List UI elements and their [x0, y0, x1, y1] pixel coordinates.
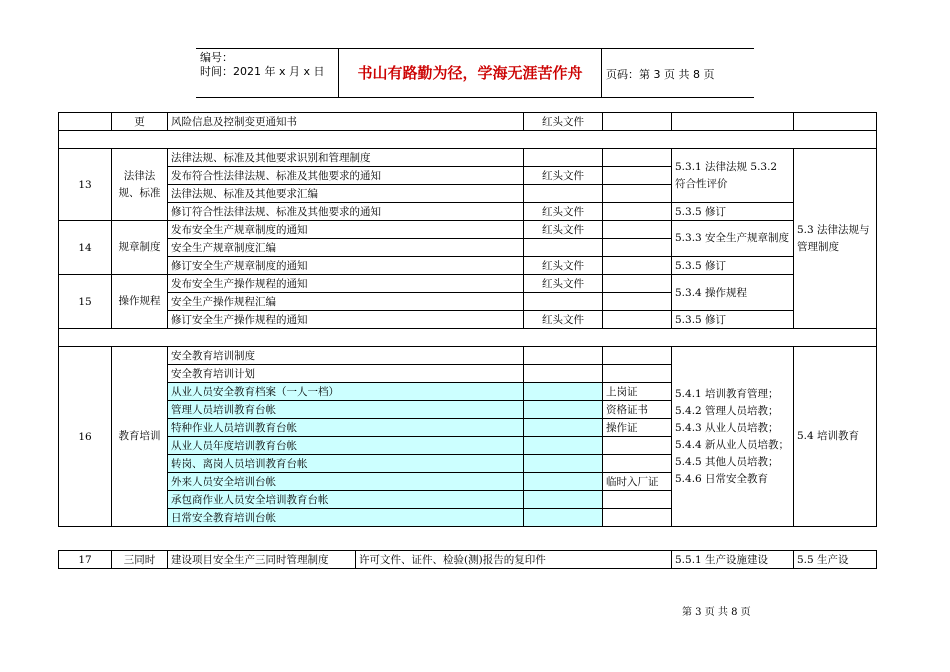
cert-cell	[603, 365, 672, 383]
clause-cell: 5.4.1 培训教育管理；5.4.2 管理人员培教；5.4.3 从业人员培教；5.4.4 新从业人员培教；5.4.5 其他人员培教；5.4.6 日常安全教育	[672, 347, 794, 527]
row-number: 17	[59, 551, 112, 569]
category-cell: 教育培训	[112, 347, 168, 527]
item-cell: 转岗、离岗人员培训教育台帐	[168, 455, 524, 473]
table-row	[59, 311, 877, 329]
doc-cell: 红头文件	[524, 311, 603, 329]
doc-cell: 许可文件、证件、检验(测)报告的复印件	[356, 551, 672, 569]
records-table-17	[58, 550, 877, 569]
table-row	[59, 221, 877, 239]
page-header	[196, 48, 754, 98]
blank-row	[59, 131, 877, 149]
item-cell: 修订安全生产规章制度的通知	[168, 257, 524, 275]
item-cell: 修订符合性法律法规、标准及其他要求的通知	[168, 203, 524, 221]
table-row	[59, 257, 877, 275]
category-cell: 操作规程	[112, 275, 168, 329]
page-code: 页码：第 3 页 共 8 页	[606, 68, 715, 81]
doc-cell: 红头文件	[524, 221, 603, 239]
doc-cell: 红头文件	[524, 113, 603, 131]
number-label: 编号：	[200, 51, 233, 64]
doc-cell: 红头文件	[524, 257, 603, 275]
page-footer: 第 3 页 共 8 页	[682, 607, 751, 618]
cert-cell: 操作证	[603, 419, 672, 437]
doc-cell	[524, 239, 603, 257]
row-number: 14	[59, 221, 112, 275]
doc-cell	[524, 185, 603, 203]
doc-cell	[524, 293, 603, 311]
row-number: 13	[59, 149, 112, 221]
item-cell: 日常安全教育培训台帐	[168, 509, 524, 527]
item-cell: 建设项目安全生产三同时管理制度	[168, 551, 356, 569]
clause-cell: 5.3.3 安全生产规章制度	[672, 221, 794, 257]
clause-cell: 5.3.1 法律法规 5.3.2 符合性评价	[672, 149, 794, 203]
cert-cell: 临时入厂证	[603, 473, 672, 491]
cert-cell: 上岗证	[603, 383, 672, 401]
table-row	[59, 275, 877, 293]
doc-cell: 红头文件	[524, 167, 603, 185]
cert-cell	[603, 491, 672, 509]
item-cell: 发布安全生产操作规程的通知	[168, 275, 524, 293]
item-cell: 法律法规、标准及其他要求汇编	[168, 185, 524, 203]
category-cell: 更	[112, 113, 168, 131]
table-row	[59, 149, 877, 167]
clause-cell: 5.3.5 修订	[672, 203, 794, 221]
element-cell: 5.3 法律法规与管理制度	[794, 149, 877, 329]
cert-cell	[603, 347, 672, 365]
item-cell: 风险信息及控制变更通知书	[168, 113, 524, 131]
row-number: 16	[59, 347, 112, 527]
clause-cell: 5.3.5 修订	[672, 257, 794, 275]
table-row	[59, 113, 877, 131]
item-cell: 外来人员安全培训台帐	[168, 473, 524, 491]
time-label: 时间：2021 年 x 月 x 日	[200, 65, 325, 78]
item-cell: 特种作业人员培训教育台帐	[168, 419, 524, 437]
category-cell: 法律法规、标准	[112, 149, 168, 221]
item-cell: 安全生产操作规程汇编	[168, 293, 524, 311]
row-number: 15	[59, 275, 112, 329]
clause-cell: 5.3.4 操作规程	[672, 275, 794, 311]
header-left	[200, 51, 325, 79]
cert-cell	[603, 455, 672, 473]
element-cell: 5.4 培训教育	[794, 347, 877, 527]
doc-cell: 红头文件	[524, 275, 603, 293]
item-cell: 管理人员培训教育台帐	[168, 401, 524, 419]
clause-cell: 5.3.5 修订	[672, 311, 794, 329]
cert-cell	[603, 437, 672, 455]
item-cell: 发布符合性法律法规、标准及其他要求的通知	[168, 167, 524, 185]
category-cell: 规章制度	[112, 221, 168, 275]
item-cell: 修订安全生产操作规程的通知	[168, 311, 524, 329]
item-cell: 承包商作业人员安全培训教育台帐	[168, 491, 524, 509]
item-cell: 从业人员安全教育档案（一人一档）	[168, 383, 524, 401]
cert-cell	[603, 509, 672, 527]
table-row	[59, 203, 877, 221]
table-row	[59, 347, 877, 365]
item-cell: 安全教育培训计划	[168, 365, 524, 383]
table-row	[59, 551, 877, 569]
item-cell: 发布安全生产规章制度的通知	[168, 221, 524, 239]
blank-row	[59, 329, 877, 347]
item-cell: 法律法规、标准及其他要求识别和管理制度	[168, 149, 524, 167]
item-cell: 从业人员年度培训教育台帐	[168, 437, 524, 455]
motto: 书山有路勤为径，学海无涯苦作舟	[338, 49, 602, 97]
doc-cell	[524, 149, 603, 167]
records-table	[58, 112, 877, 527]
category-cell: 三同时	[112, 551, 168, 569]
item-cell: 安全生产规章制度汇编	[168, 239, 524, 257]
doc-cell: 红头文件	[524, 203, 603, 221]
element-cell: 5.5 生产设	[794, 551, 877, 569]
cert-cell: 资格证书	[603, 401, 672, 419]
clause-cell: 5.5.1 生产设施建设	[672, 551, 794, 569]
item-cell: 安全教育培训制度	[168, 347, 524, 365]
